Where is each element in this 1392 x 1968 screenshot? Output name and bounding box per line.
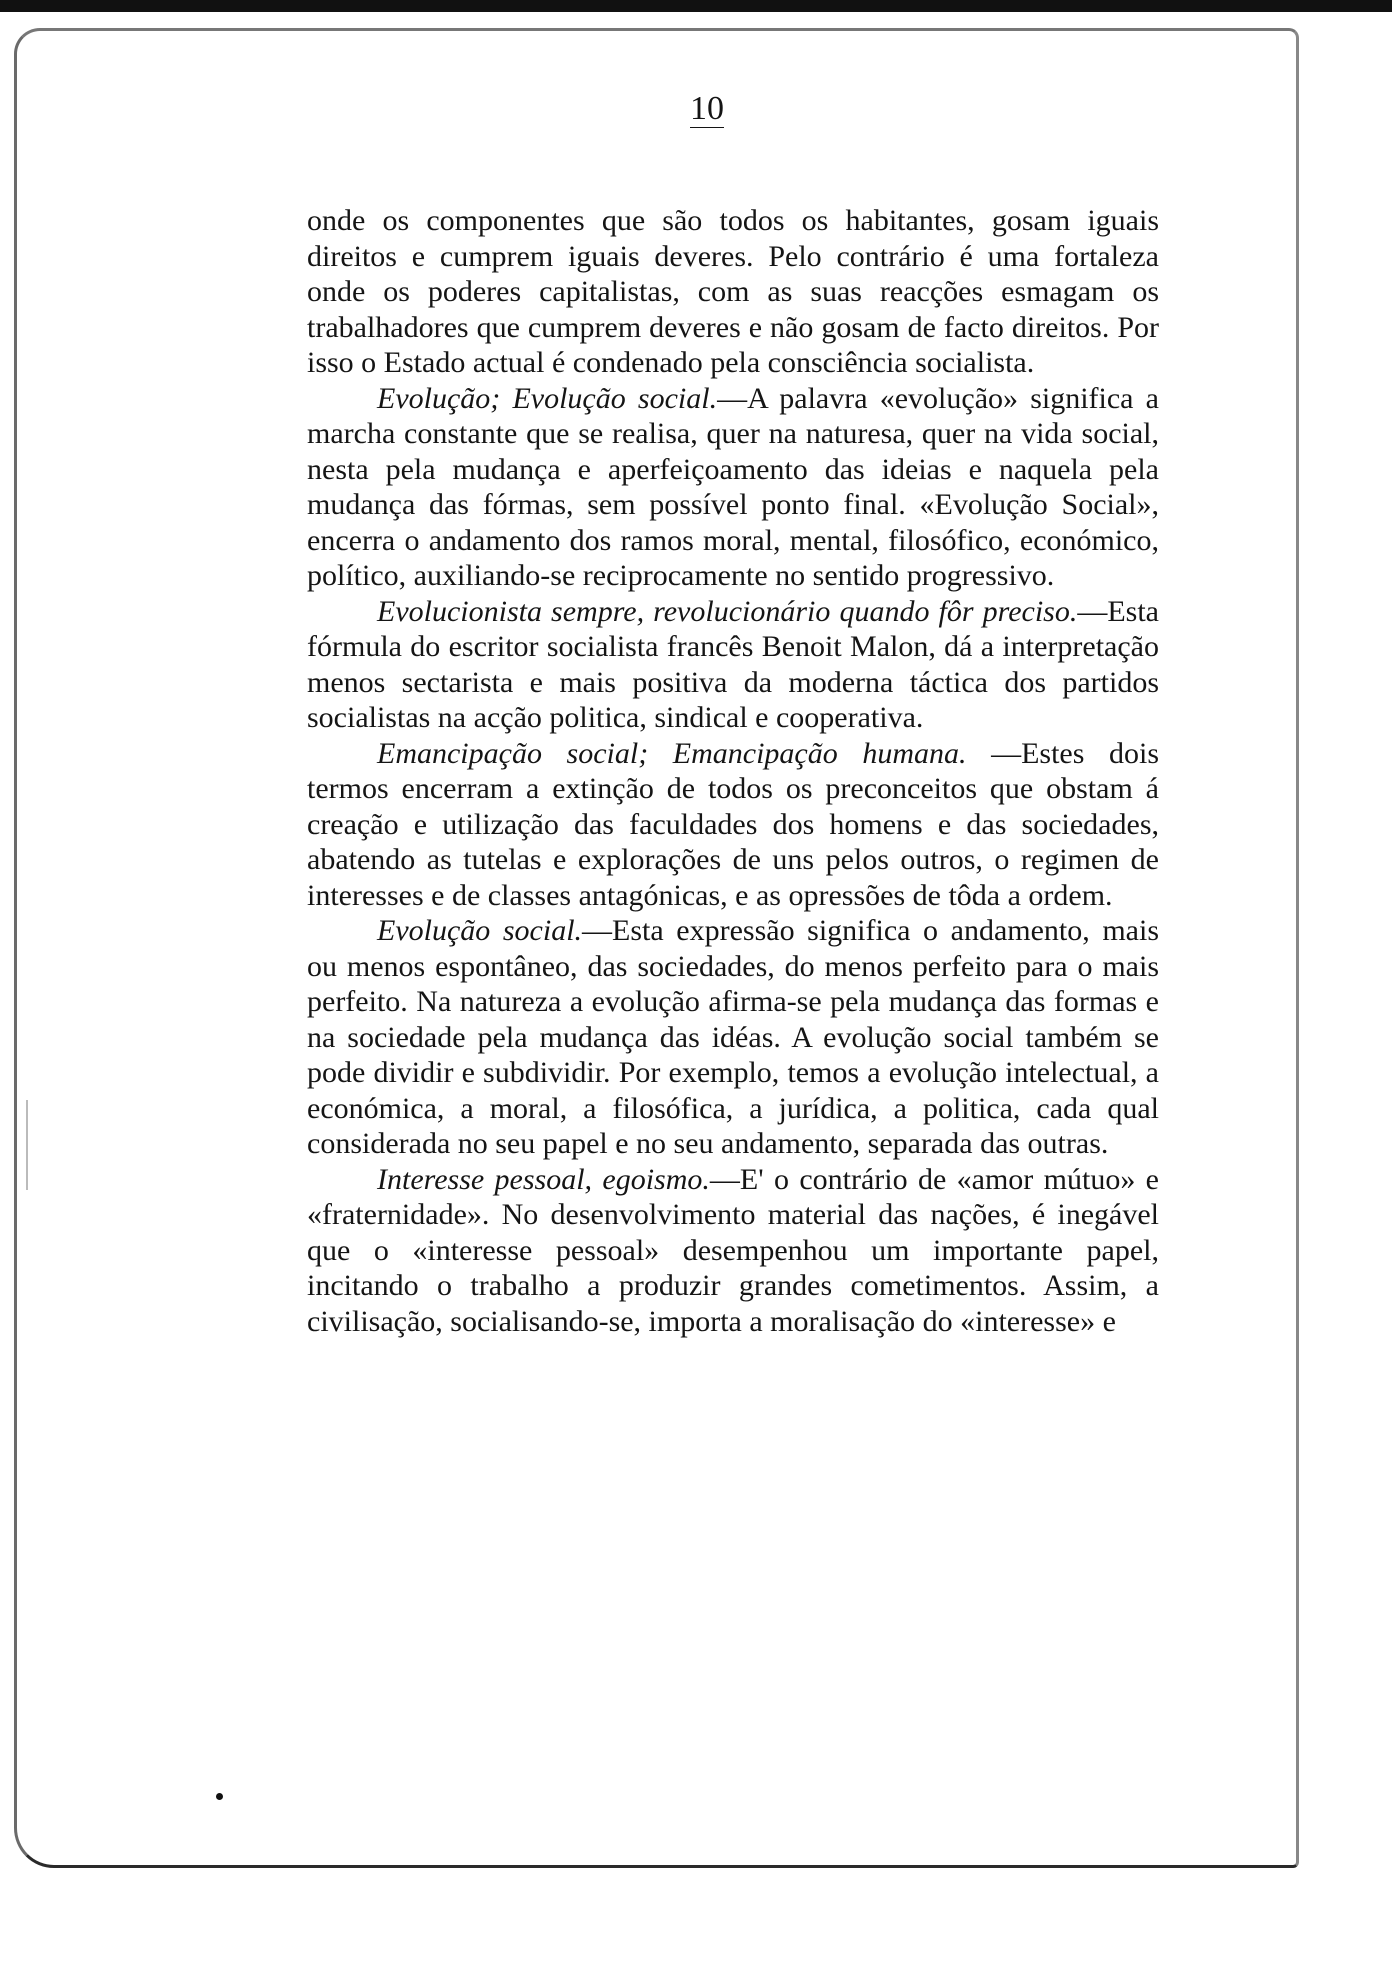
paragraph-evolucao-social (307, 913, 1159, 1162)
paragraph-text: —Esta fórmula do escritor socialista francês Benoit Malon, dá a interpretação menos sectarista e mais positiva da moderna táctica dos partidos socialistas na acção politica, sindical e cooperativa. (307, 594, 1159, 734)
paragraph-text: —Esta expressão significa o andamento, mais ou menos espontâneo, das sociedades, do menos perfeito para o mais perfeito. Na natureza a evolução afirma-se pela mudança das formas e na sociedade pela mudança das idéas. A evolução social também se pode dividir e subdividir. Por exemplo, temos a evolução intelectual, a económica, a moral, a filosófica, a jurídica, a politica, cada qual considerada no seu papel e no seu andamento, separada das outras. (307, 914, 1160, 1160)
paragraph-text: —A palavra «evolução» significa a marcha constante que se realisa, quer na naturesa, quer na vida social, nesta pela mudança e aperfeiçoamento das ideias e naquela pela mudança das fórmas, sem possível ponto final. «Evolução Social», encerra o andamento dos ramos moral, mental, filosófico, económico, político, auxiliando-se reciprocamente no sentido progressivo. (307, 381, 1159, 592)
paragraph-emancipacao (307, 736, 1159, 914)
ink-dot-mark (216, 1793, 223, 1800)
scan-top-border (0, 0, 1392, 12)
paragraph-evolucionista (307, 594, 1159, 736)
paragraph-text: —Estes dois termos encerram a extinção de todos os preconceitos que obstam á creação e utilização das faculdades dos homens e das sociedades, abatendo as tutelas e explorações de uns pelos outros, o regimen de interesses e de classes antagónicas, e as opressões de tôda a ordem. (307, 736, 1159, 912)
paragraph-evolucao (307, 381, 1159, 594)
entry-term: Emancipação social; Emancipação humana. (377, 736, 967, 770)
page-body-text (307, 203, 1159, 1339)
paragraph-text: onde os componentes que são todos os habitantes, gosam iguais direitos e cumprem iguais deveres. Pelo contrário é uma fortaleza onde os poderes capitalistas, com as suas reacções esmagam os trabalhadores que cumprem deveres e não gosam de facto direitos. Por isso o Estado actual é condenado pela consciência socialista. (307, 204, 1159, 379)
page-number: 10 (690, 90, 724, 127)
paragraph-state-conclusion (307, 203, 1159, 381)
entry-term: Evolução; Evolução social. (377, 381, 718, 415)
scan-edge-mark (26, 1100, 28, 1190)
paragraph-interesse-pessoal (307, 1162, 1159, 1340)
entry-term: Evolução social. (377, 914, 583, 947)
paragraph-text: —E' o contrário de «amor mútuo» e «fraternidade». No desenvolvimento material das nações, é inegável que o «interesse pessoal» desempenhou um importante papel, incitando o trabalho a produzir grandes cometimentos. Assim, a civilisação, socialisando-se, importa a moralisação do «interesse» e (307, 1162, 1159, 1338)
entry-term: Evolucionista sempre, revolucionário quando fôr preciso. (377, 594, 1078, 628)
entry-term: Interesse pessoal, egoismo. (377, 1162, 710, 1196)
